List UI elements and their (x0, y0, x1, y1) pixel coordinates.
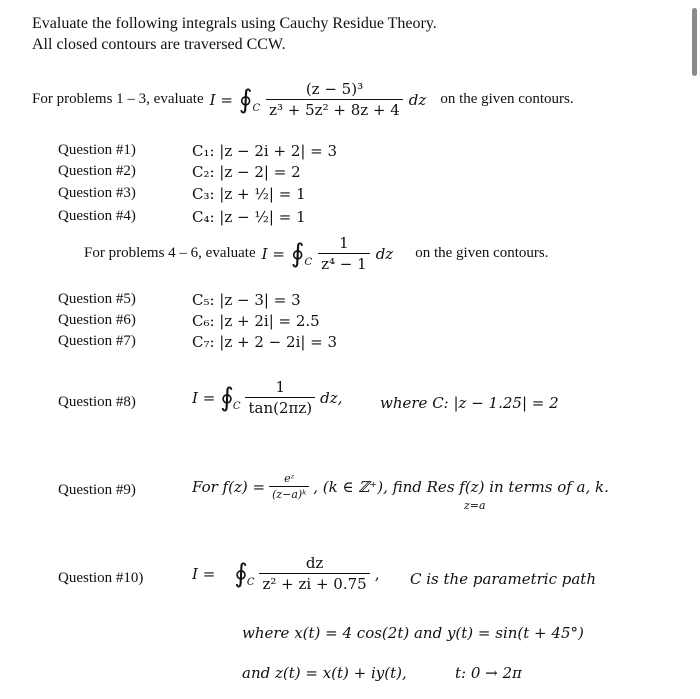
q2-contour: C₂: |z − 2| = 2 (192, 163, 301, 181)
block2-tail: on the given contours. (415, 245, 549, 261)
q7-contour: C₇: |z + 2 − 2i| = 3 (192, 333, 338, 351)
block1-denominator: z³ + 5z² + 8z + 4 (266, 99, 403, 119)
q5-label: Question #5) (58, 291, 136, 307)
q8-lhs: I = (192, 388, 216, 407)
q9-fraction (269, 472, 309, 501)
q4-contour: C₄: |z − ½| = 1 (192, 208, 306, 226)
block1-tail: on the given contours. (440, 91, 574, 107)
q8-where: where C: |z − 1.25| = 2 (380, 394, 559, 412)
q10-where-line: where x(t) = 4 cos(2t) and y(t) = sin(t + 45°) (242, 624, 584, 642)
q9-denominator: (z−a)ᵏ (269, 486, 309, 501)
q8-expression (192, 378, 342, 417)
q10-expression (192, 554, 379, 593)
q5-contour: C₅: |z − 3| = 3 (192, 291, 301, 309)
block1-lead: For problems 1 – 3, evaluate (32, 91, 204, 107)
contour-integral-icon: ∮ (238, 84, 253, 114)
q10-lhs: I = (192, 564, 216, 583)
q6-label: Question #6) (58, 312, 136, 328)
q1-contour: C₁: |z − 2i + 2| = 3 (192, 142, 338, 160)
q3-contour: C₃: |z + ½| = 1 (192, 185, 306, 203)
block2-integral-lhs: I = (261, 244, 285, 263)
q10-fraction (259, 554, 369, 593)
block1-header (32, 80, 574, 119)
q4-label: Question #4) (58, 208, 136, 224)
q9-lead: For f(z) = (192, 477, 266, 496)
block2-dz: dz (375, 244, 394, 263)
contour-subscript: C (232, 401, 241, 412)
q3-label: Question #3) (58, 185, 136, 201)
q9-res-subscript: z=a (464, 499, 486, 512)
intro-line-2: All closed contours are traversed CCW. (32, 36, 286, 53)
q9-label: Question #9) (58, 482, 136, 498)
block1-numerator: (z − 5)³ (305, 80, 364, 98)
q10-denominator: z² + zi + 0.75 (259, 573, 369, 593)
q9-condition: , (k ∈ ℤ⁺), find Res f(z) in terms of a, k. (313, 477, 609, 496)
q10-comma: , (374, 564, 380, 583)
q9-numerator: eᶻ (284, 472, 295, 485)
block2-lead: For problems 4 – 6, evaluate (84, 245, 256, 261)
q10-numerator: dz (305, 554, 324, 572)
block2-fraction (318, 234, 370, 273)
q10-param-text: C is the parametric path (410, 570, 596, 588)
q10-and-line: and z(t) = x(t) + iy(t), (242, 664, 407, 682)
contour-integral-icon: ∮ (234, 558, 248, 588)
block2-header (84, 234, 549, 273)
block2-denominator: z⁴ − 1 (318, 253, 370, 273)
block1-integral-lhs: I = (209, 90, 233, 109)
block1-dz: dz (408, 90, 427, 109)
contour-subscript: C (246, 577, 255, 588)
contour-integral-icon: ∮ (290, 238, 305, 268)
scrollbar[interactable] (692, 8, 697, 76)
block2-numerator: 1 (339, 234, 349, 252)
intro-line-1: Evaluate the following integrals using Cauchy Residue Theory. (32, 15, 437, 32)
q1-label: Question #1) (58, 142, 136, 158)
q8-fraction (245, 378, 315, 417)
q8-numerator: 1 (275, 378, 286, 396)
contour-integral-icon: ∮ (220, 382, 234, 412)
q7-label: Question #7) (58, 333, 136, 349)
q8-denominator: tan(2πz) (245, 397, 315, 417)
block1-fraction (266, 80, 403, 119)
q10-t-range: t: 0 → 2π (455, 664, 522, 682)
q8-dz: dz, (320, 388, 343, 407)
q8-label: Question #8) (58, 394, 136, 410)
contour-subscript: C (252, 103, 261, 114)
q6-contour: C₆: |z + 2i| = 2.5 (192, 312, 320, 330)
q10-label: Question #10) (58, 570, 144, 586)
q2-label: Question #2) (58, 163, 136, 179)
contour-subscript: C (304, 257, 313, 268)
q9-expression (192, 472, 609, 501)
